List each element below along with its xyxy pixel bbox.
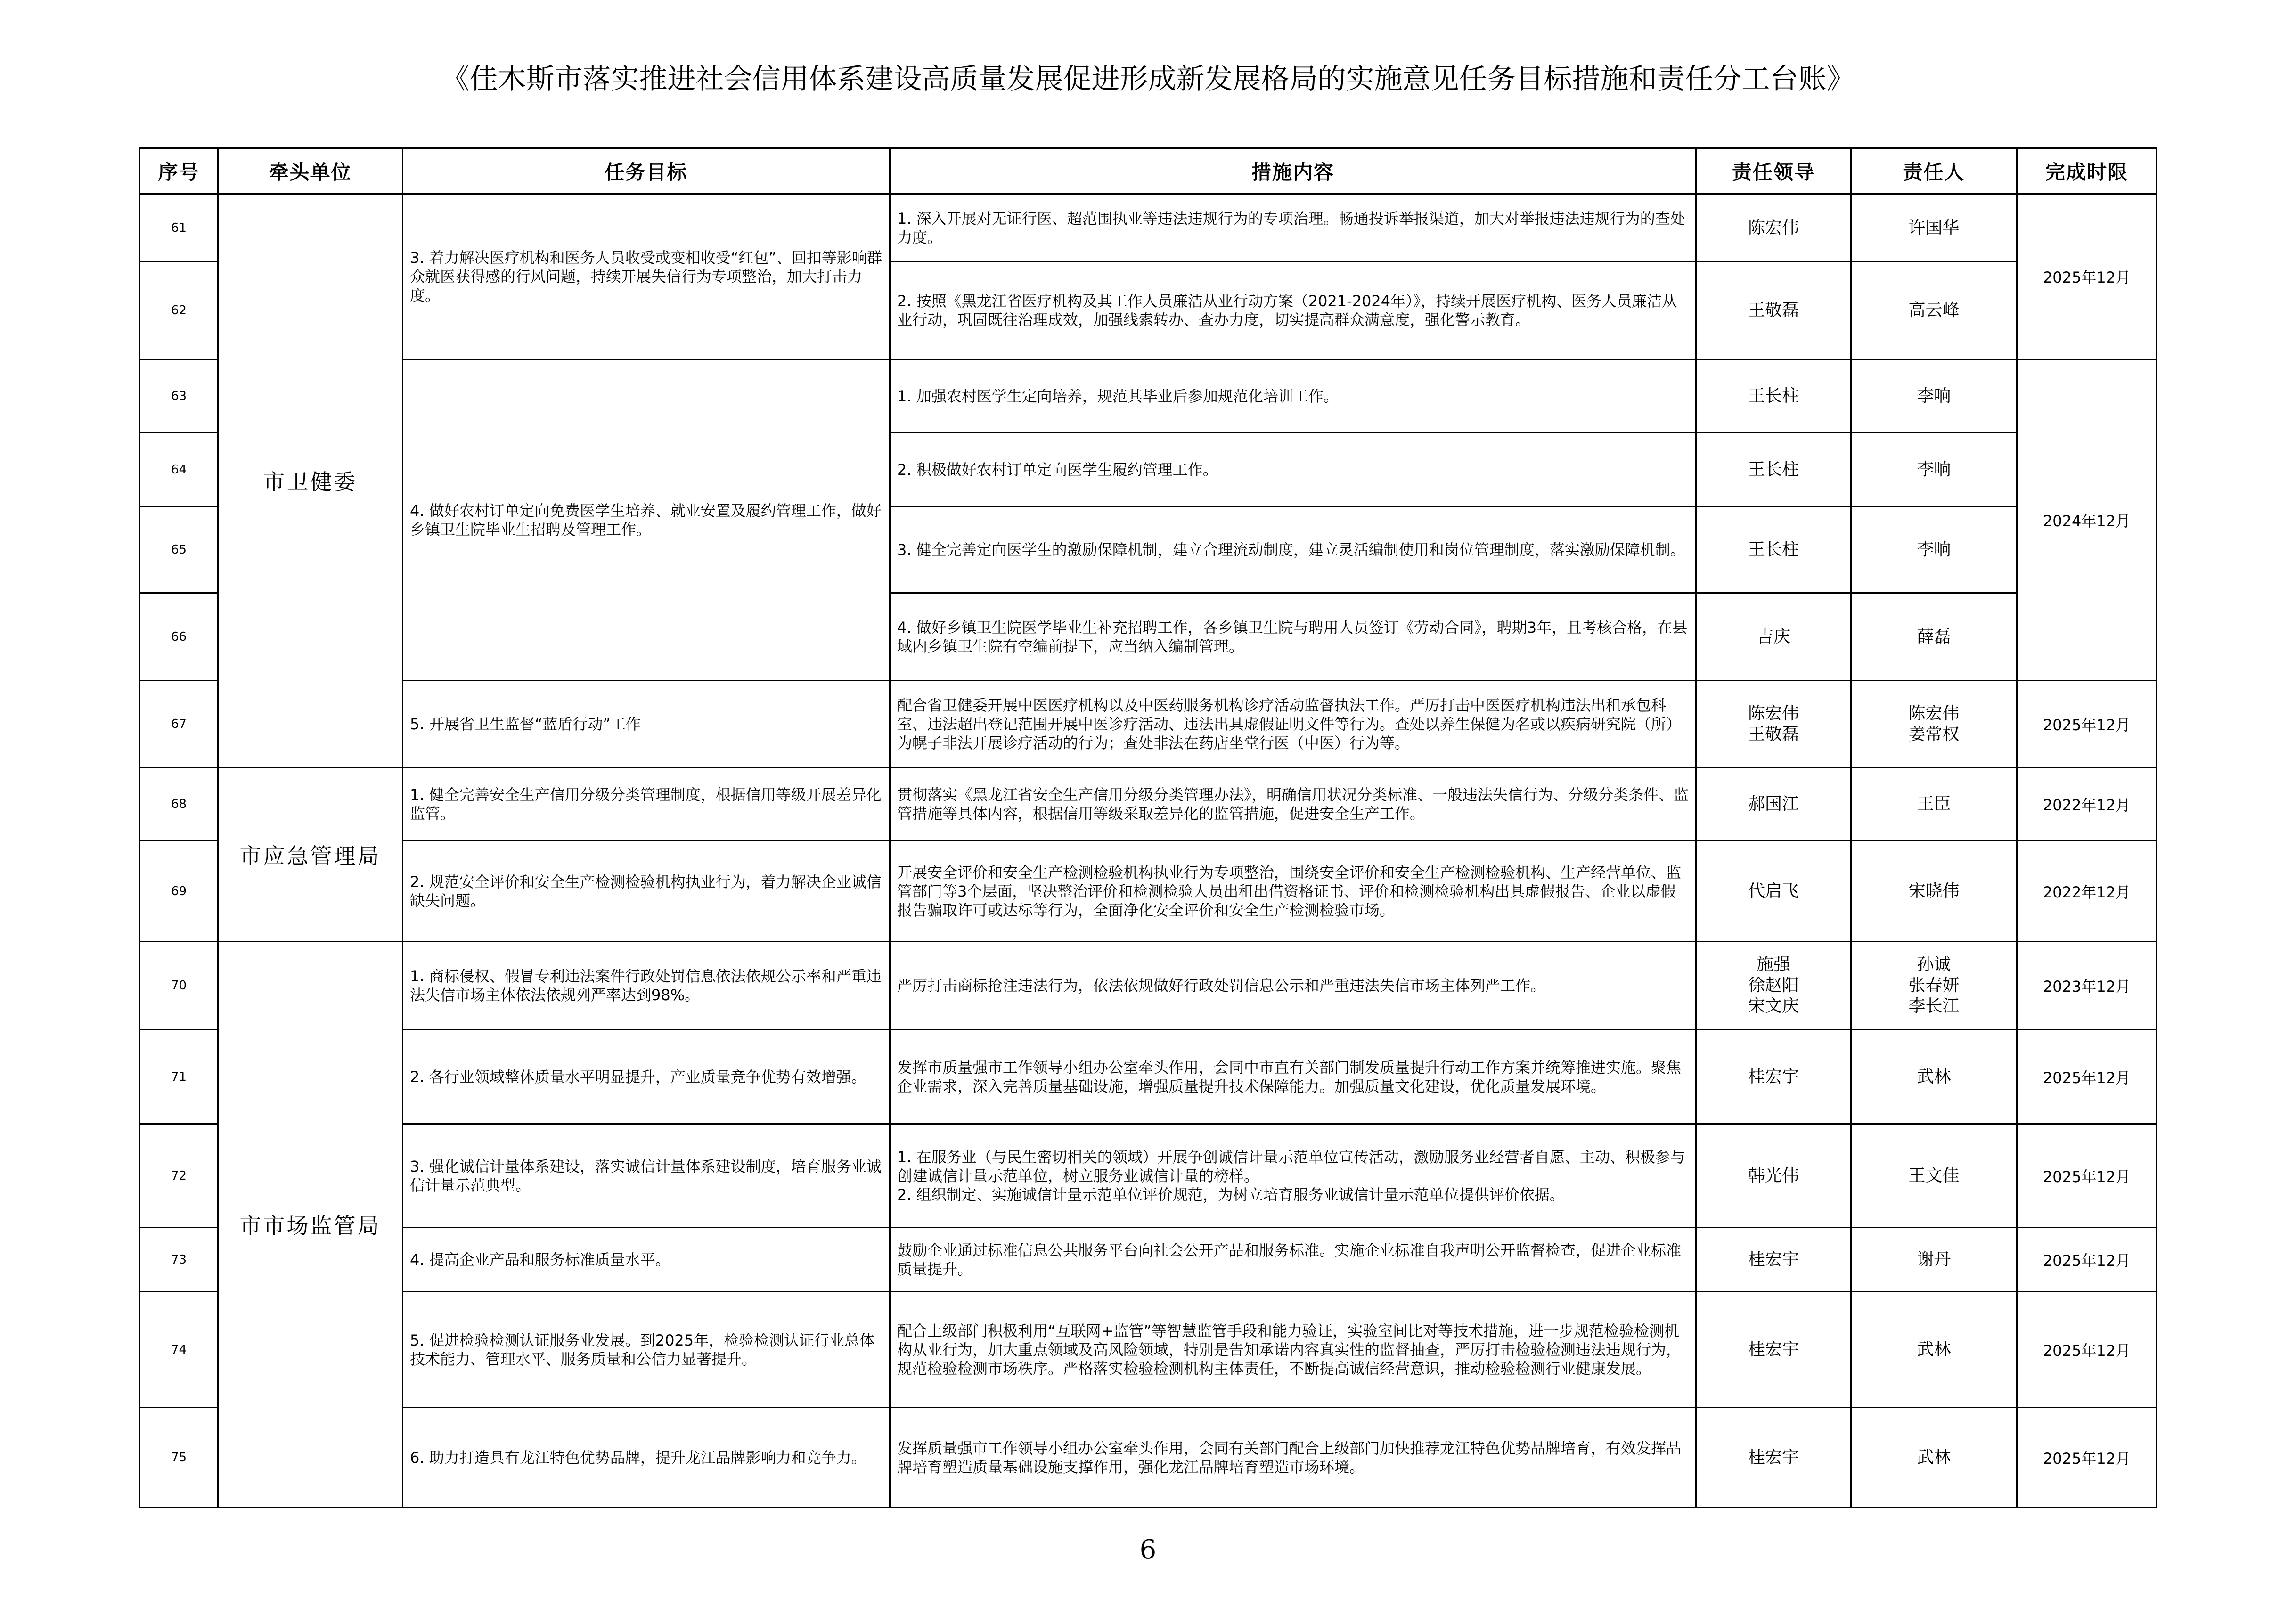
task-goal: 6. 助力打造具有龙江特色优势品牌，提升龙江品牌影响力和竞争力。: [403, 1408, 890, 1508]
responsible-person: 陈宏伟 姜常权: [1851, 681, 2017, 767]
responsible-leader: 桂宏宇: [1696, 1228, 1851, 1292]
lead-unit-health: 市卫健委: [218, 194, 403, 767]
table-row: [140, 194, 2157, 262]
header-leader: 责任领导: [1696, 148, 1851, 194]
table-row: [140, 1228, 2157, 1292]
task-goal: 3. 着力解决医疗机构和医务人员收受或变相收受“红包”、回扣等影响群众就医获得感的行风问题，持续开展失信行为专项整治，加大打击力度。: [403, 194, 890, 359]
table-row: [140, 681, 2157, 767]
deadline: 2025年12月: [2017, 681, 2157, 767]
table-row: [140, 841, 2157, 942]
responsible-person: 武林: [1851, 1292, 2017, 1408]
measure-content: 严厉打击商标抢注违法行为，依法依规做好行政处罚信息公示和严重违法失信市场主体列严工作。: [890, 942, 1696, 1030]
document-title: 《佳木斯市落实推进社会信用体系建设高质量发展促进形成新发展格局的实施意见任务目标措施和责任分工台账》: [441, 63, 1855, 96]
header-person: 责任人: [1851, 148, 2017, 194]
responsible-leader: 桂宏宇: [1696, 1292, 1851, 1408]
responsible-person: 李响: [1851, 506, 2017, 593]
responsible-leader: 代启飞: [1696, 841, 1851, 942]
deadline: 2025年12月: [2017, 1408, 2157, 1508]
row-seq: 63: [140, 359, 218, 433]
responsible-person: 高云峰: [1851, 262, 2017, 359]
measure-content: 发挥市质量强市工作领导小组办公室牵头作用，会同中市直有关部门制发质量提升行动工作方案并统筹推进实施。聚焦企业需求，深入完善质量基础设施，增强质量提升技术保障能力。加强质量文化建设，优化质量发展环境。: [890, 1030, 1696, 1124]
row-seq: 69: [140, 841, 218, 942]
deadline: 2024年12月: [2017, 359, 2157, 681]
lead-unit-emergency: 市应急管理局: [218, 767, 403, 942]
task-goal: 5. 开展省卫生监督“蓝盾行动”工作: [403, 681, 890, 767]
measure-content: 贯彻落实《黑龙江省安全生产信用分级分类管理办法》，明确信用状况分类标准、一般违法失信行为、分级分类条件、监管措施等具体内容，根据信用等级采取差异化的监管措施，促进安全生产工作。: [890, 767, 1696, 841]
header-measure: 措施内容: [890, 148, 1696, 194]
responsible-person: 王臣: [1851, 767, 2017, 841]
deadline: 2025年12月: [2017, 1124, 2157, 1228]
lead-unit-market: 市市场监管局: [218, 942, 403, 1508]
table-header-row: [140, 148, 2157, 194]
responsible-person: 王文佳: [1851, 1124, 2017, 1228]
measure-content: 2. 按照《黑龙江省医疗机构及其工作人员廉洁从业行动方案（2021-2024年）》，持续开展医疗机构、医务人员廉洁从业行动，巩固既往治理成效，加强线索转办、查办力度，切实提高群众满意度，强化警示教育。: [890, 262, 1696, 359]
deadline: 2023年12月: [2017, 942, 2157, 1030]
row-seq: 75: [140, 1408, 218, 1508]
task-goal: 3. 强化诚信计量体系建设，落实诚信计量体系建设制度，培育服务业诚信计量示范典型。: [403, 1124, 890, 1228]
table-row: [140, 767, 2157, 841]
measure-content: 开展安全评价和安全生产检测检验机构执业行为专项整治，围绕安全评价和安全生产检测检验机构、生产经营单位、监管部门等3个层面，坚决整治评价和检测检验人员出租出借资格证书、评价和检测检验机构出具虚假报告、企业以虚假报告骗取许可或达标等行为，全面净化安全评价和安全生产检测检验市场。: [890, 841, 1696, 942]
responsible-person: 宋晓伟: [1851, 841, 2017, 942]
row-seq: 74: [140, 1292, 218, 1408]
responsible-leader: 吉庆: [1696, 593, 1851, 681]
row-seq: 62: [140, 262, 218, 359]
row-seq: 65: [140, 506, 218, 593]
table-row: [140, 359, 2157, 433]
responsible-leader: 陈宏伟: [1696, 194, 1851, 262]
responsible-leader: 王敬磊: [1696, 262, 1851, 359]
measure-content: 发挥质量强市工作领导小组办公室牵头作用，会同有关部门配合上级部门加快推荐龙江特色优势品牌培育，有效发挥品牌培育塑造质量基础设施支撑作用，强化龙江品牌培育塑造市场环境。: [890, 1408, 1696, 1508]
task-goal: 2. 规范安全评价和安全生产检测检验机构执业行为，着力解决企业诚信缺失问题。: [403, 841, 890, 942]
deadline: 2025年12月: [2017, 1030, 2157, 1124]
row-seq: 61: [140, 194, 218, 262]
responsible-leader: 王长柱: [1696, 506, 1851, 593]
table-row: [140, 1292, 2157, 1408]
measure-content: 配合上级部门积极利用“互联网+监管”等智慧监管手段和能力验证，实验室间比对等技术措施，进一步规范检验检测机构从业行为，加大重点领域及高风险领域，特别是告知承诺内容真实性的监督抽查，严厉打击检验检测违法违规行为，规范检验检测市场秩序。严格落实检验检测机构主体责任，不断提高诚信经营意识，推动检验检测行业健康发展。: [890, 1292, 1696, 1408]
header-goal: 任务目标: [403, 148, 890, 194]
row-seq: 68: [140, 767, 218, 841]
measure-content: 1. 加强农村医学生定向培养，规范其毕业后参加规范化培训工作。: [890, 359, 1696, 433]
deadline: 2025年12月: [2017, 194, 2157, 359]
responsible-leader: 韩光伟: [1696, 1124, 1851, 1228]
measure-content: 1. 深入开展对无证行医、超范围执业等违法违规行为的专项治理。畅通投诉举报渠道，加大对举报违法违规行为的查处力度。: [890, 194, 1696, 262]
responsible-leader: 施强 徐赵阳 宋文庆: [1696, 942, 1851, 1030]
table-row: [140, 1030, 2157, 1124]
measure-content: 鼓励企业通过标准信息公共服务平台向社会公开产品和服务标准。实施企业标准自我声明公开监督检查，促进企业标准质量提升。: [890, 1228, 1696, 1292]
task-goal: 5. 促进检验检测认证服务业发展。到2025年，检验检测认证行业总体技术能力、管理水平、服务质量和公信力显著提升。: [403, 1292, 890, 1408]
responsible-person: 武林: [1851, 1030, 2017, 1124]
responsible-person: 孙诚 张春妍 李长江: [1851, 942, 2017, 1030]
header-seq: 序号: [140, 148, 218, 194]
task-goal: 4. 提高企业产品和服务标准质量水平。: [403, 1228, 890, 1292]
task-goal: 2. 各行业领域整体质量水平明显提升，产业质量竞争优势有效增强。: [403, 1030, 890, 1124]
row-seq: 67: [140, 681, 218, 767]
header-deadline: 完成时限: [2017, 148, 2157, 194]
deadline: 2025年12月: [2017, 1228, 2157, 1292]
responsible-leader: 王长柱: [1696, 433, 1851, 506]
responsible-person: 李响: [1851, 359, 2017, 433]
row-seq: 72: [140, 1124, 218, 1228]
responsible-leader: 陈宏伟 王敬磊: [1696, 681, 1851, 767]
responsible-leader: 郝国江: [1696, 767, 1851, 841]
responsible-person: 薛磊: [1851, 593, 2017, 681]
responsible-person: 李响: [1851, 433, 2017, 506]
table-row: [140, 1124, 2157, 1228]
responsible-person: 谢丹: [1851, 1228, 2017, 1292]
row-seq: 70: [140, 942, 218, 1030]
deadline: 2025年12月: [2017, 1292, 2157, 1408]
responsible-leader: 王长柱: [1696, 359, 1851, 433]
task-table: [139, 147, 2157, 1508]
deadline: 2022年12月: [2017, 841, 2157, 942]
row-seq: 66: [140, 593, 218, 681]
header-unit: 牵头单位: [218, 148, 403, 194]
responsible-person: 武林: [1851, 1408, 2017, 1508]
task-goal: 1. 健全完善安全生产信用分级分类管理制度，根据信用等级开展差异化监管。: [403, 767, 890, 841]
measure-content: 2. 积极做好农村订单定向医学生履约管理工作。: [890, 433, 1696, 506]
measure-content: 3. 健全完善定向医学生的激励保障机制，建立合理流动制度，建立灵活编制使用和岗位管理制度，落实激励保障机制。: [890, 506, 1696, 593]
table-row: [140, 942, 2157, 1030]
row-seq: 71: [140, 1030, 218, 1124]
responsible-person: 许国华: [1851, 194, 2017, 262]
responsible-leader: 桂宏宇: [1696, 1030, 1851, 1124]
task-goal: 1. 商标侵权、假冒专利违法案件行政处罚信息依法依规公示率和严重违法失信市场主体依法依规列严率达到98%。: [403, 942, 890, 1030]
deadline: 2022年12月: [2017, 767, 2157, 841]
row-seq: 73: [140, 1228, 218, 1292]
responsible-leader: 桂宏宇: [1696, 1408, 1851, 1508]
measure-content: 4. 做好乡镇卫生院医学毕业生补充招聘工作，各乡镇卫生院与聘用人员签订《劳动合同》，聘期3年，且考核合格，在县域内乡镇卫生院有空编前提下，应当纳入编制管理。: [890, 593, 1696, 681]
page-number: 6: [1139, 1534, 1157, 1565]
measure-content: 配合省卫健委开展中医医疗机构以及中医药服务机构诊疗活动监督执法工作。严厉打击中医医疗机构违法出租承包科室、违法超出登记范围开展中医诊疗活动、违法出具虚假证明文件等行为。查处以养生保健为名或以疾病研究院（所）为幌子非法开展诊疗活动的行为；查处非法在药店坐堂行医（中医）行为等。: [890, 681, 1696, 767]
table-row: [140, 1408, 2157, 1508]
measure-content: 1. 在服务业（与民生密切相关的领域）开展争创诚信计量示范单位宣传活动，激励服务业经营者自愿、主动、积极参与创建诚信计量示范单位，树立服务业诚信计量的榜样。 2. 组织制定、实施诚信计量示范单位评价规范，为树立培育服务业诚信计量示范单位提供评价依据。: [890, 1124, 1696, 1228]
row-seq: 64: [140, 433, 218, 506]
task-goal: 4. 做好农村订单定向免费医学生培养、就业安置及履约管理工作，做好乡镇卫生院毕业生招聘及管理工作。: [403, 359, 890, 681]
